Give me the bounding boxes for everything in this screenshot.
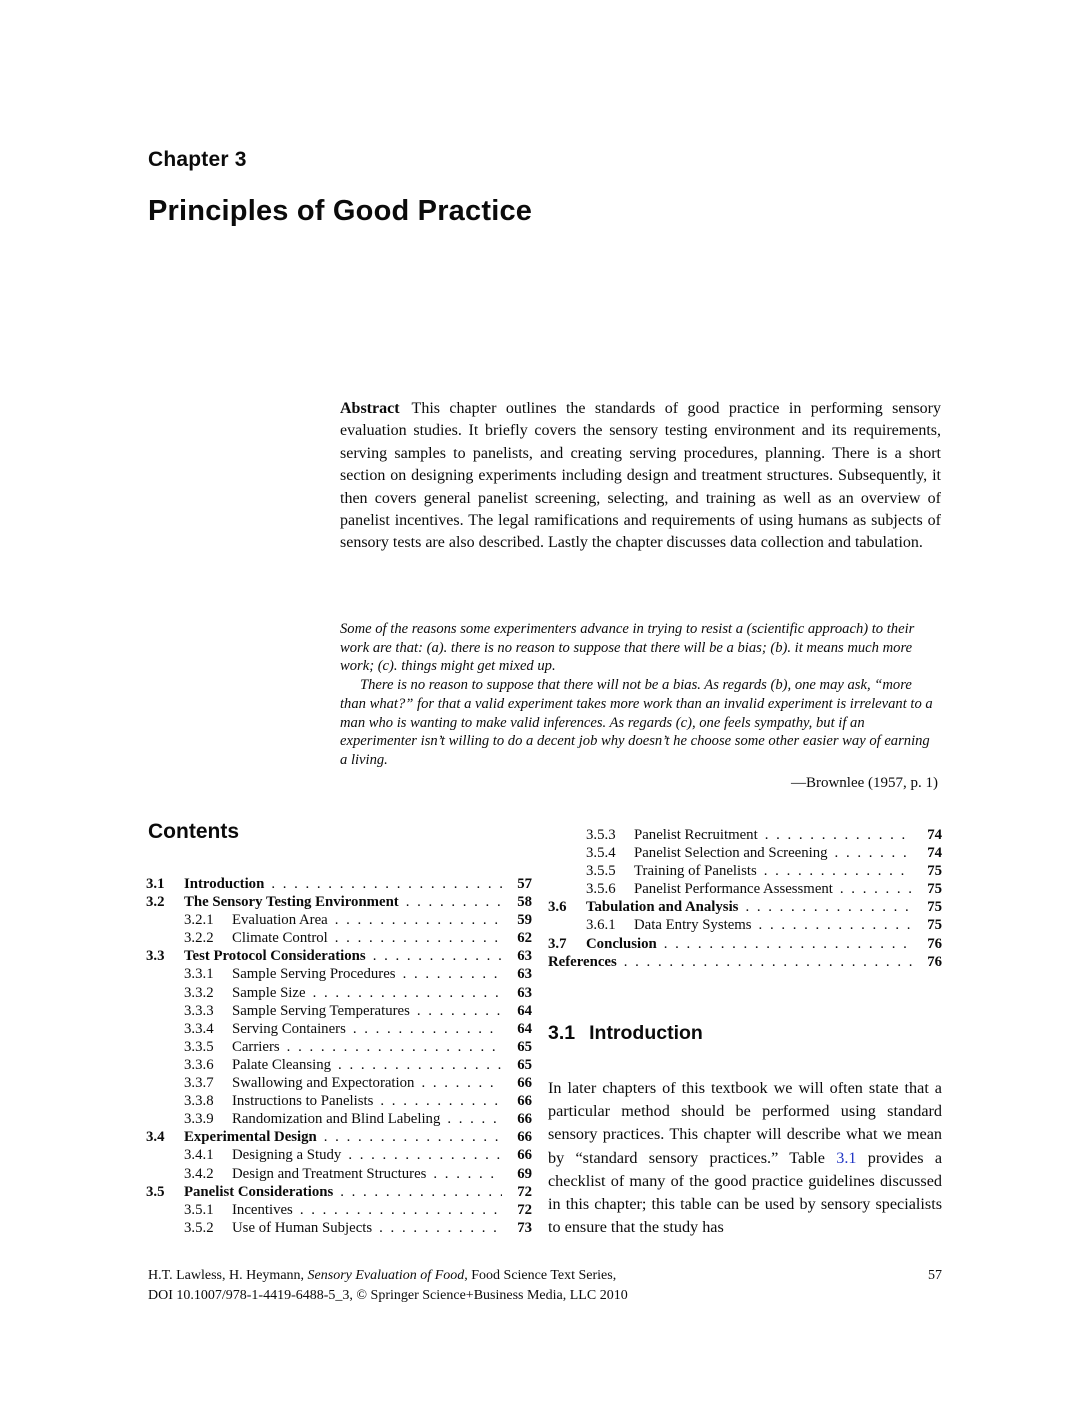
toc-entry-title: Design and Treatment Structures xyxy=(232,1165,427,1182)
toc-entry-page: 76 xyxy=(927,935,942,952)
toc-entry-number: 3.5.3 xyxy=(586,827,616,843)
toc-entry-number: 3.5.4 xyxy=(586,845,616,862)
toc-entry-page: 59 xyxy=(517,912,532,929)
toc-entry-page: 72 xyxy=(517,1183,532,1200)
toc-entry-title: The Sensory Testing Environment xyxy=(184,894,399,911)
toc-entry-number: 3.4.1 xyxy=(184,1147,214,1164)
toc-entry-title: Introduction xyxy=(184,876,265,892)
toc-dot-leader xyxy=(741,899,912,916)
toc-entry-title: Use of Human Subjects xyxy=(232,1219,373,1236)
toc-entry xyxy=(146,912,532,930)
toc-entry xyxy=(548,827,942,845)
toc-entry xyxy=(146,1147,532,1165)
toc-entry-title: Panelist Performance Assessment xyxy=(634,881,833,898)
toc-entry-page: 75 xyxy=(927,881,942,898)
abstract-label: Abstract xyxy=(340,400,400,417)
toc-entry xyxy=(146,985,532,1003)
toc-entry xyxy=(548,917,942,935)
toc-dot-leader xyxy=(402,894,502,911)
toc-entry-page: 75 xyxy=(927,917,942,934)
epigraph-block xyxy=(340,620,938,792)
toc-left-column xyxy=(146,876,532,1238)
toc-entry xyxy=(146,1184,532,1202)
toc-entry-number: 3.3.9 xyxy=(184,1111,214,1128)
footer-series: , Food Science Text Series, xyxy=(464,1268,617,1283)
toc-entry-title: Panelist Considerations xyxy=(184,1183,334,1200)
toc-entry xyxy=(146,1202,532,1220)
toc-entry-page: 76 xyxy=(927,953,942,970)
toc-entry-title: Panelist Recruitment xyxy=(634,827,758,843)
toc-entry xyxy=(146,966,532,984)
toc-entry-title: Sample Serving Temperatures xyxy=(232,1002,410,1019)
chapter-header xyxy=(148,148,532,228)
toc-entry-number: 3.7 xyxy=(548,935,567,952)
toc-dot-leader xyxy=(760,863,912,880)
toc-entry-title: Carriers xyxy=(232,1038,280,1055)
footer-authors: H.T. Lawless, H. Heymann, xyxy=(148,1268,308,1283)
toc-entry-page: 65 xyxy=(517,1056,532,1073)
toc-dot-leader xyxy=(413,1003,502,1020)
toc-entry xyxy=(146,948,532,966)
toc-entry-title: Data Entry Systems xyxy=(634,917,752,934)
toc-entry-number: 3.6.1 xyxy=(586,917,616,934)
toc-entry-title: Tabulation and Analysis xyxy=(586,899,739,916)
toc-dot-leader xyxy=(296,1202,502,1219)
toc-entry-number: 3.3.4 xyxy=(184,1020,214,1037)
chapter-label: Chapter 3 xyxy=(148,148,247,171)
toc-right-column xyxy=(548,827,942,972)
toc-entry-title: Randomization and Blind Labeling xyxy=(232,1111,441,1128)
toc-dot-leader xyxy=(320,1129,502,1146)
toc-entry-number: 3.5.1 xyxy=(184,1201,214,1218)
toc-entry xyxy=(548,936,942,954)
section-heading xyxy=(548,1022,703,1045)
toc-entry-number: 3.4.2 xyxy=(184,1165,214,1182)
toc-entry-number: 3.3 xyxy=(146,948,165,965)
page-title: Principles of Good Practice xyxy=(148,195,533,227)
toc-dot-leader xyxy=(375,1220,502,1237)
toc-entry-page: 66 xyxy=(517,1075,532,1092)
toc-entry-page: 63 xyxy=(517,984,532,1001)
toc-entry-title: Sample Serving Procedures xyxy=(232,966,396,983)
toc-entry-title: Serving Containers xyxy=(232,1020,346,1037)
toc-entry-page: 74 xyxy=(927,827,942,843)
toc-entry xyxy=(146,1093,532,1111)
toc-dot-leader xyxy=(831,845,912,862)
toc-entry-number: 3.5.6 xyxy=(586,881,616,898)
toc-entry xyxy=(146,1075,532,1093)
toc-entry-page: 63 xyxy=(517,966,532,983)
toc-entry xyxy=(146,1220,532,1238)
contents-heading: Contents xyxy=(148,820,239,843)
toc-entry-number: 3.3.3 xyxy=(184,1002,214,1019)
toc-entry-page: 66 xyxy=(517,1093,532,1110)
toc-dot-leader xyxy=(336,1184,502,1201)
footer-line-2: DOI 10.1007/978-1-4419-6488-5_3, © Springer Science+Business Media, LLC 2010 xyxy=(148,1287,628,1303)
toc-entry-number: 3.3.8 xyxy=(184,1093,214,1110)
toc-entry-number: 3.3.6 xyxy=(184,1056,214,1073)
toc-dot-leader xyxy=(660,936,912,953)
toc-entry-page: 64 xyxy=(517,1020,532,1037)
footer-book-title: Sensory Evaluation of Food xyxy=(307,1268,465,1283)
toc-entry-number: 3.3.1 xyxy=(184,966,214,983)
toc-entry xyxy=(146,1166,532,1184)
epigraph-attribution: —Brownlee (1957, p. 1) xyxy=(790,774,938,791)
toc-dot-leader xyxy=(369,948,502,965)
toc-entry-number: 3.2.1 xyxy=(184,912,214,929)
table-3-1-link[interactable]: 3.1 xyxy=(836,1148,857,1167)
toc-entry xyxy=(146,930,532,948)
toc-dot-leader xyxy=(344,1147,502,1164)
footer-line-1 xyxy=(148,1266,928,1286)
toc-dot-leader xyxy=(267,876,502,893)
toc-entry xyxy=(548,845,942,863)
toc-entry-number: 3.5 xyxy=(146,1183,165,1200)
intro-text-start: In later chapters of this textbook we will often state that a particular method should be performed using standard sensory practices. This chapter will describe what we mean by “standard sensory practices.” Table xyxy=(548,1079,942,1167)
toc-entry-page: 66 xyxy=(517,1129,532,1146)
toc-entry-title: Evaluation Area xyxy=(232,912,328,929)
toc-dot-leader xyxy=(429,1166,502,1183)
toc-dot-leader xyxy=(836,881,912,898)
intro-paragraph xyxy=(548,1077,942,1239)
toc-dot-leader xyxy=(761,827,912,844)
abstract-paragraph xyxy=(340,398,941,555)
toc-dot-leader xyxy=(755,917,912,934)
toc-entry-number: 3.5.5 xyxy=(586,863,616,880)
toc-dot-leader xyxy=(376,1093,502,1110)
toc-entry-page: 63 xyxy=(517,948,532,965)
toc-entry xyxy=(146,1057,532,1075)
abstract-text: This chapter outlines the standards of good practice in performing sensory evaluation studies. It briefly covers the sensory testing environment and its requirements, serving samples to panelists, and creating serving procedures, planning. There is a short section on designing experiments including design and treatment structures. Subsequently, it then covers general panelist screening, selecting, and training as well as an overview of panelist incentives. The legal ramifications and requirements of using humans as subjects of sensory tests are also described. Lastly the chapter discusses data collection and tabulation. xyxy=(340,400,941,552)
toc-dot-leader xyxy=(399,966,502,983)
toc-entry-page: 69 xyxy=(517,1165,532,1182)
toc-entry-title: Swallowing and Expectoration xyxy=(232,1075,415,1092)
toc-entry-page: 65 xyxy=(517,1038,532,1055)
toc-entry-page: 66 xyxy=(517,1111,532,1128)
toc-entry xyxy=(146,1039,532,1057)
toc-entry xyxy=(548,863,942,881)
toc-entry xyxy=(146,1003,532,1021)
intro-text-end: provides a checklist of many of the good practice guidelines discussed in this chapter; this table can be used by sensory specialists to ensure that the study has xyxy=(548,1148,942,1237)
epigraph-paragraph-1: Some of the reasons some experimenters advance in trying to resist a (scientific approach) to their work are that: (a). there is no reason to suppose that there will be a bias; (b). it means much more work; (c). things might get mixed up. xyxy=(340,621,915,675)
toc-dot-leader xyxy=(331,930,502,947)
toc-dot-leader xyxy=(331,912,502,929)
toc-entry-title: Palate Cleansing xyxy=(232,1056,332,1073)
toc-dot-leader xyxy=(417,1075,502,1092)
toc-entry xyxy=(146,1111,532,1129)
toc-entry-number: 3.2 xyxy=(146,894,165,911)
toc-entry xyxy=(146,876,532,894)
epigraph-paragraph-2: There is no reason to suppose that there will not be a bias. As regards (b), one may ask, “more than what?” for that a valid experiment takes more work than an invalid experiment is irrelevant to a man who is wanting to make valid inferences. As regards (c), one feels sympathy, but if an experimenter isn’t willing to do a decent job why doesn’t he choose some other easier way of earning a living. xyxy=(340,677,933,768)
toc-entry-page: 73 xyxy=(517,1219,532,1236)
toc-entry-number: 3.2.2 xyxy=(184,930,214,947)
toc-entry-title: Sample Size xyxy=(232,984,306,1001)
toc-entry-title: Incentives xyxy=(232,1201,293,1218)
section-title: Introduction xyxy=(589,1022,703,1044)
abstract-block xyxy=(340,398,941,555)
section-body xyxy=(548,1077,942,1239)
toc-entry xyxy=(146,1021,532,1039)
toc-entry-title: Climate Control xyxy=(232,930,328,947)
toc-entry-title: Test Protocol Considerations xyxy=(184,948,366,965)
toc-entry-number: 3.4 xyxy=(146,1129,165,1146)
toc-entry xyxy=(146,1129,532,1147)
toc-entry-page: 58 xyxy=(517,894,532,911)
toc-entry-title: References xyxy=(548,953,617,970)
toc-dot-leader xyxy=(334,1057,502,1074)
toc-entry-page: 72 xyxy=(517,1201,532,1218)
toc-entry-page: 57 xyxy=(517,876,532,892)
toc-entry-page: 75 xyxy=(927,899,942,916)
toc-entry xyxy=(548,881,942,899)
toc-entry xyxy=(548,954,942,972)
toc-entry-page: 74 xyxy=(927,845,942,862)
toc-dot-leader xyxy=(283,1039,502,1056)
toc-entry-number: 3.6 xyxy=(548,899,567,916)
toc-entry xyxy=(146,894,532,912)
page-footer xyxy=(148,1266,942,1305)
toc-entry-number: 3.3.5 xyxy=(184,1038,214,1055)
toc-dot-leader xyxy=(309,985,502,1002)
toc-entry-number: 3.3.2 xyxy=(184,984,214,1001)
toc-dot-leader xyxy=(443,1111,502,1128)
toc-entry-number: 3.1 xyxy=(146,876,165,892)
toc-entry-title: Designing a Study xyxy=(232,1147,342,1164)
toc-entry-title: Training of Panelists xyxy=(634,863,757,880)
toc-entry-number: 3.5.2 xyxy=(184,1219,214,1236)
toc-entry-number: 3.3.7 xyxy=(184,1075,214,1092)
toc-entry-page: 64 xyxy=(517,1002,532,1019)
toc-dot-leader xyxy=(349,1021,502,1038)
toc-entry-title: Experimental Design xyxy=(184,1129,317,1146)
toc-entry-title: Conclusion xyxy=(586,935,657,952)
toc-entry-page: 75 xyxy=(927,863,942,880)
section-number: 3.1 xyxy=(548,1022,576,1044)
toc-entry-page: 62 xyxy=(517,930,532,947)
toc-entry xyxy=(548,899,942,917)
toc-entry-title: Panelist Selection and Screening xyxy=(634,845,828,862)
footer-page-number: 57 xyxy=(928,1268,942,1283)
toc-entry-page: 66 xyxy=(517,1147,532,1164)
toc-entry-title: Instructions to Panelists xyxy=(232,1093,374,1110)
toc-dot-leader xyxy=(620,954,912,971)
footer-citation xyxy=(148,1266,928,1305)
